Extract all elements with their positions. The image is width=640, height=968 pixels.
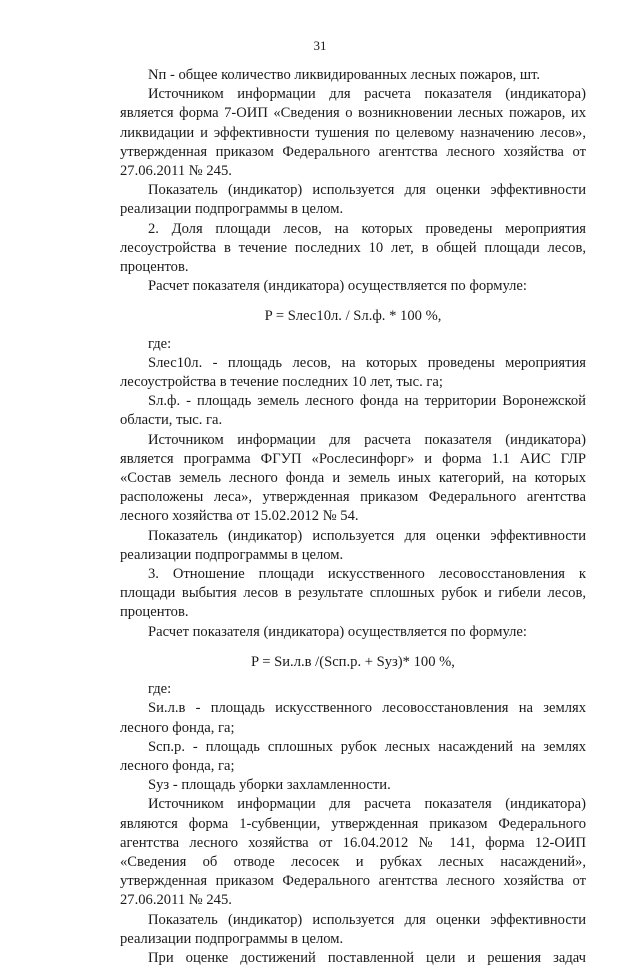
formula-1: P = Sлес10л. / Sл.ф. * 100 %, (264, 308, 442, 325)
where-label-1: где: (148, 335, 172, 352)
paragraph-formula-intro-1: Расчет показателя (индикатора) осуществляется по формуле: (148, 278, 527, 295)
paragraph-indicator-usage-1: Показатель (индикатор) используется для оценки эффективности реализации подпрограммы в целом. (120, 182, 586, 218)
paragraph-source-fires: Источником информации для расчета показателя (индикатора) является форма 7-ОИП «Сведения о возникновении лесных пожаров, их ликвидации и эффективности тушения по целевому назначению лесов», утвержденная приказом Федерального агентства лесного хозяйства от 27.06.2011 № 245. (120, 86, 586, 180)
page-number: 31 (313, 38, 327, 53)
paragraph-indicator-usage-3: Показатель (индикатор) используется для оценки эффективности реализации подпрограммы в целом. (120, 911, 586, 947)
paragraph-formula-intro-2: Расчет показателя (индикатора) осуществляется по формуле: (148, 623, 527, 640)
paragraph-item-2: 2. Доля площади лесов, на которых проведены мероприятия лесоустройства в течение последних 10 лет, в общей площади лесов, процентов. (120, 220, 586, 276)
definition-s-uz: Sуз - площадь уборки захламленности. (148, 777, 391, 794)
where-label-2: где: (148, 681, 172, 698)
paragraph-source-roslesinforg: Источником информации для расчета показателя (индикатора) является программа ФГУП «Рослесинфорг» и форма 1.1 АИС ГЛР «Состав земель лесного фонда и земель иных категорий, на которых расположены леса», утвержденная приказом Федерального агентства лесного хозяйства от 15.02.2012 № 54. (120, 431, 586, 525)
definition-s-lf: Sл.ф. - площадь земель лесного фонда на территории Воронежской области, тыс. га. (120, 393, 586, 429)
paragraph-evaluation: При оценке достижений поставленной цели и решения задач (148, 949, 586, 966)
definition-s-les10: Sлес10л. - площадь лесов, на которых проведены мероприятия лесоустройства в течение последних 10 лет, тыс. га; (120, 354, 586, 391)
paragraph-item-3: 3. Отношение площади искусственного лесовосстановления к площади выбытия лесов в результате сплошных рубок и гибели лесов, процентов. (120, 566, 586, 621)
paragraph-indicator-usage-2: Показатель (индикатор) используется для оценки эффективности реализации подпрограммы в целом. (120, 527, 586, 563)
paragraph-source-subvention: Источником информации для расчета показателя (индикатора) являются форма 1-субвенции, утвержденная приказом Федерального агентства лесного хозяйства от 16.04.2012 № 141, форма 12-ОИП «Сведения об отводе лесосек и рубках лесных насаждений», утвержденная приказом Федерального агентства лесного хозяйства от 27.06.2011 № 245. (120, 796, 586, 909)
formula-2: P = Sи.л.в /(Sсп.р. + Sуз)* 100 %, (251, 653, 455, 670)
definition-s-ilv: Sи.л.в - площадь искусственного лесовосстановления на землях лесного фонда, га; (120, 700, 586, 736)
paragraph-np-definition: Nп - общее количество ликвидированных лесных пожаров, шт. (148, 67, 541, 83)
page-body (120, 66, 586, 968)
definition-s-spr: Sсп.р. - площадь сплошных рубок лесных насаждений на землях лесного фонда, га; (120, 738, 586, 774)
